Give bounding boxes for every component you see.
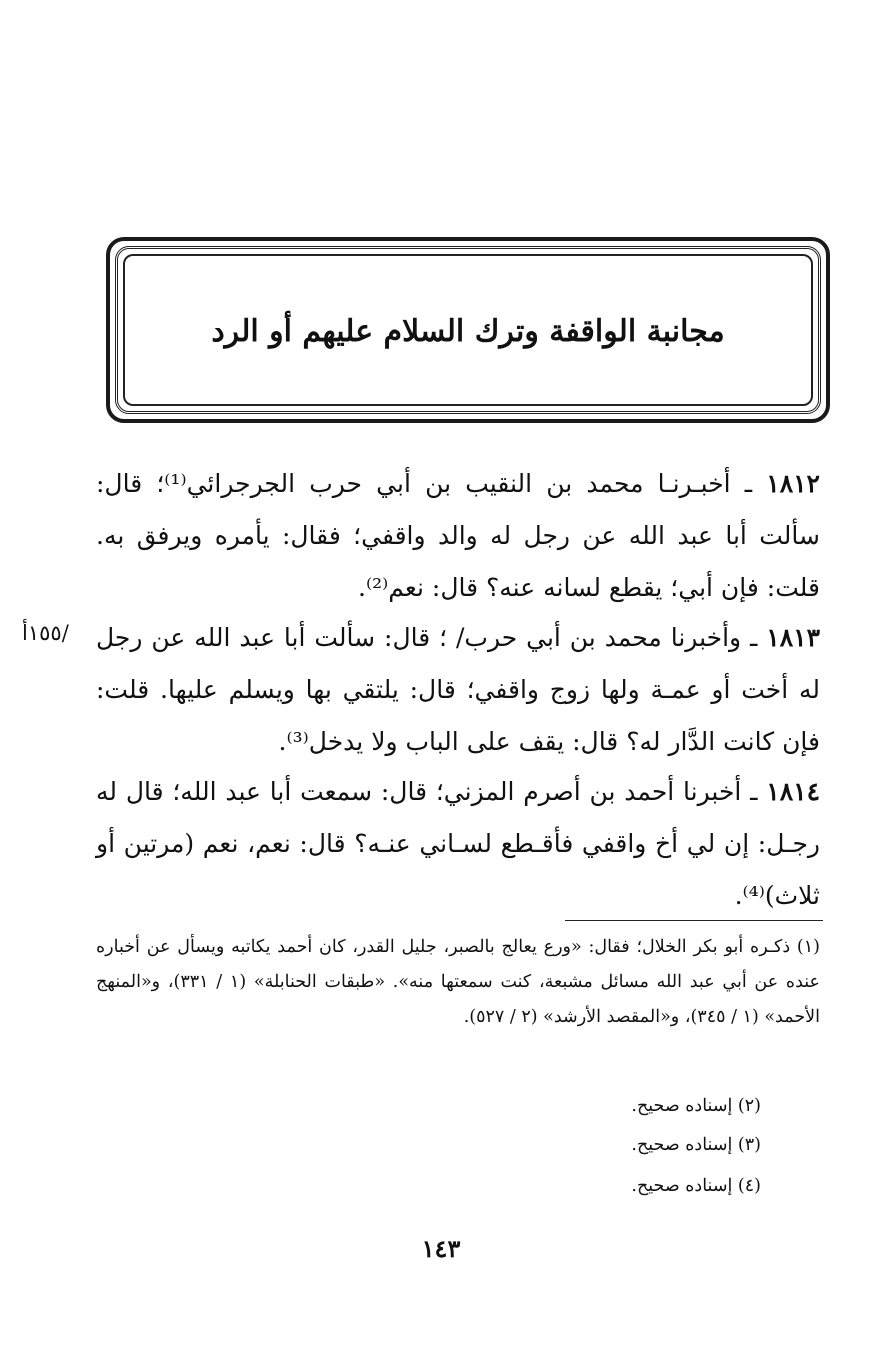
chapter-title-frame bbox=[106, 237, 830, 423]
chapter-title: مجانبة الواقفة وترك السلام عليهم أو الرد bbox=[211, 314, 725, 349]
page-number: ١٤٣ bbox=[421, 1234, 461, 1263]
paragraph-1814 bbox=[96, 766, 820, 922]
paragraph-text: ـ أخبـرنـا محمد بن النقيب بن أبي حرب الجرجرائي⁽¹⁾؛ قال: سألت أبا عبد الله عن رجل له والد واقفي؛ فقال: يأمره ويرفق به. قلت: فإن أبي؛ يقطع لسانه عنه؟ قال: نعم⁽²⁾. bbox=[96, 469, 820, 602]
paragraph-number: ١٨١٢ bbox=[766, 469, 820, 498]
footnote-separator bbox=[565, 920, 823, 921]
paragraph-1813 bbox=[96, 612, 820, 768]
footnote-1: (١) ذكـره أبو بكر الخلال؛ فقال: «ورع يعالج بالصبر، جليل القدر، كان أحمد يكاتبه ويسأل عن أخباره عنده عن أبي عبد الله مسائل مشبعة، كنت سمعتها منه». «طبقات الحنابلة» (١ / ٣٣١)، و«المنهج الأحمد» (١ / ٣٤٥)، و«المقصد الأرشد» (٢ / ٥٢٧). bbox=[96, 937, 820, 1027]
footnote-4: (٤) إسناده صحيح. bbox=[631, 1176, 761, 1196]
paragraph-1812 bbox=[96, 458, 820, 614]
paragraph-number: ١٨١٤ bbox=[766, 777, 820, 806]
paragraph-text: ـ وأخبرنا محمد بن أبي حرب/ ؛ قال: سألت أبا عبد الله عن رجل له أخت أو عمـة ولها زوج واقفي؛ قال: يلتقي بها ويسلم عليها. قلت: فإن كانت الدَّار له؟ قال: يقف على الباب ولا يدخل⁽³⁾. bbox=[96, 623, 820, 756]
paragraph-number: ١٨١٣ bbox=[766, 623, 820, 652]
footnote-3: (٣) إسناده صحيح. bbox=[631, 1135, 761, 1155]
paragraph-text: ـ أخبرنا أحمد بن أصرم المزني؛ قال: سمعت أبا عبد الله؛ قال له رجـل: إن لي أخ واقفي فأقـطع لسـاني عنـه؟ قال: نعم، نعم (مرتين أو ثلاث)⁽⁴⁾. bbox=[96, 777, 820, 910]
footnote-2: (٢) إسناده صحيح. bbox=[631, 1096, 761, 1116]
margin-manuscript-ref: /١٥٥أ bbox=[22, 621, 69, 645]
